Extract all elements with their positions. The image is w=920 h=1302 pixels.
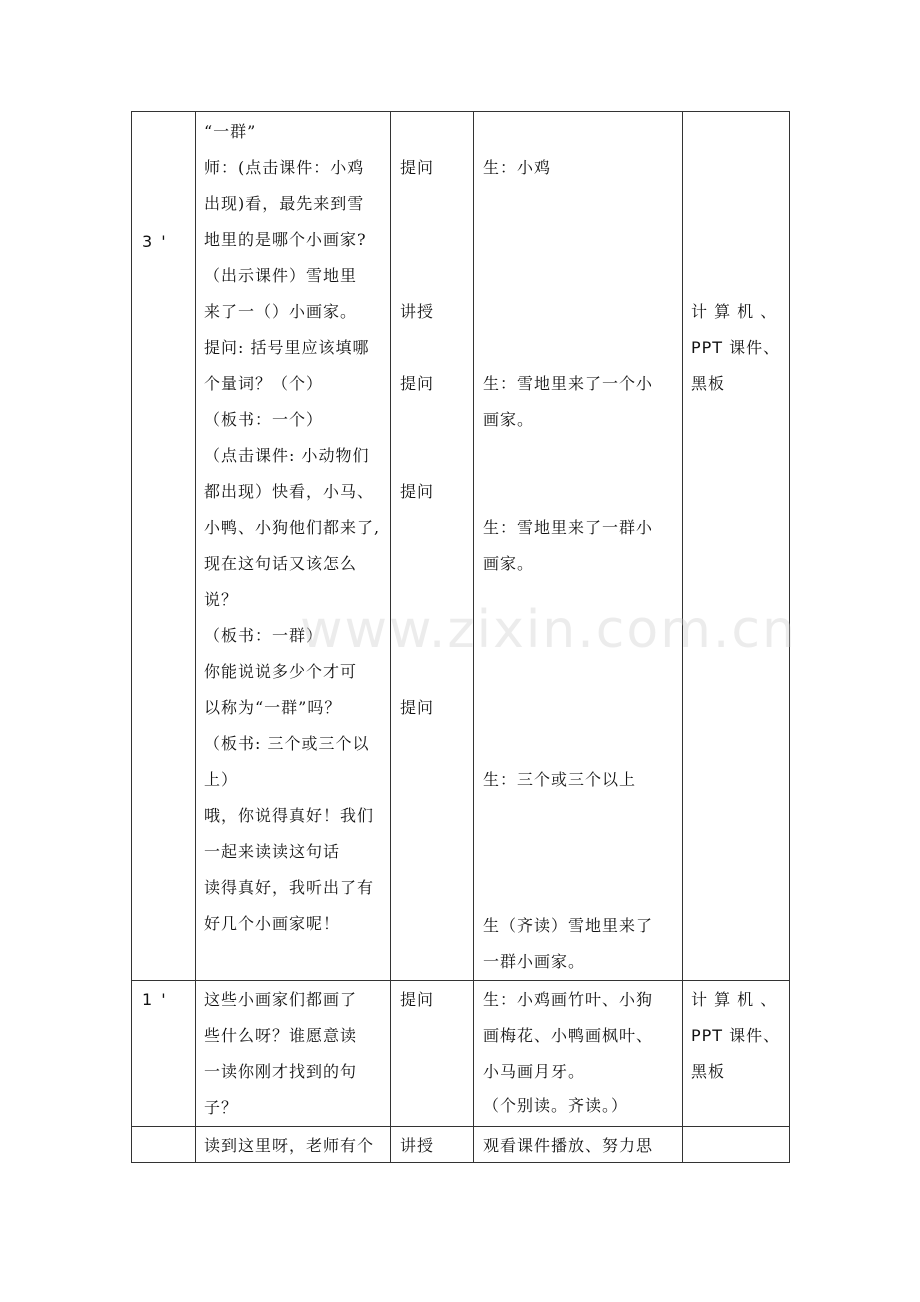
- content-line: 小鸭、小狗他们都来了,: [204, 518, 381, 537]
- student-line: 一群小画家。: [483, 952, 586, 971]
- equipment-line: 黑板: [691, 374, 726, 393]
- content-line: 提问: 括号里应该填哪: [204, 338, 370, 357]
- content-line: （点击课件: 小动物们: [204, 446, 370, 465]
- equipment-line: PPT 课件、: [691, 1026, 781, 1045]
- student-line: （个别读。齐读。）: [483, 1096, 629, 1115]
- content-line: 上）: [204, 770, 239, 789]
- student-line: 生（齐读）雪地里来了: [483, 916, 654, 935]
- method-cell: 提问: [400, 374, 435, 393]
- content-line: 读到这里呀，老师有个: [204, 1136, 375, 1155]
- row-divider: [132, 980, 789, 981]
- time-cell: 3 ': [142, 232, 168, 251]
- content-line: （出示课件）雪地里: [204, 266, 358, 285]
- content-line: 个量词？（个）: [204, 374, 324, 393]
- content-line: 哦，你说得真好！我们: [204, 806, 375, 825]
- method-cell: 讲授: [400, 1136, 435, 1155]
- content-line: 好几个小画家呢！: [204, 914, 341, 933]
- watermark: www.zixin.com.cn: [300, 600, 797, 660]
- content-line: 一读你刚才找到的句: [204, 1062, 358, 1081]
- content-line: 出现)看，最先来到雪: [204, 194, 365, 213]
- student-line: 画家。: [483, 554, 535, 573]
- student-line: 小马画月牙。: [483, 1062, 586, 1081]
- content-line: 一起来读读这句话: [204, 842, 341, 861]
- content-line: （板书：一群）: [204, 626, 324, 645]
- content-line: 些什么呀？谁愿意读: [204, 1026, 358, 1045]
- equipment-line: 计 算 机 、: [691, 302, 778, 321]
- content-line: 师：(点击课件：小鸡: [204, 158, 365, 177]
- content-line: （板书: 三个或三个以: [204, 734, 370, 753]
- student-line: 画梅花、小鸭画枫叶、: [483, 1026, 654, 1045]
- method-cell: 提问: [400, 698, 435, 717]
- student-line: 生：三个或三个以上: [483, 770, 637, 789]
- time-cell: 1 ': [142, 990, 168, 1009]
- content-line: 你能说说多少个才可: [204, 662, 358, 681]
- column-divider: [195, 112, 196, 1162]
- method-cell: 提问: [400, 158, 435, 177]
- student-line: 生：雪地里来了一个小: [483, 374, 654, 393]
- content-line: “一群”: [204, 122, 257, 141]
- content-line: 现在这句话又该怎么: [204, 554, 358, 573]
- equipment-line: PPT 课件、: [691, 338, 781, 357]
- row-divider: [132, 1126, 789, 1127]
- student-line: 生：小鸡: [483, 158, 552, 177]
- method-cell: 提问: [400, 482, 435, 501]
- student-line: 生：小鸡画竹叶、小狗: [483, 990, 654, 1009]
- content-line: 说？: [204, 590, 239, 609]
- content-line: 以称为“一群”吗？: [204, 698, 342, 717]
- equipment-line: 黑板: [691, 1062, 726, 1081]
- student-line: 生：雪地里来了一群小: [483, 518, 654, 537]
- content-line: 这些小画家们都画了: [204, 990, 358, 1009]
- method-cell: 提问: [400, 990, 435, 1009]
- content-line: 来了一（）小画家。: [204, 302, 358, 321]
- content-line: 子？: [204, 1098, 239, 1117]
- equipment-line: 计 算 机 、: [691, 990, 778, 1009]
- content-line: （板书：一个）: [204, 410, 324, 429]
- content-line: 地里的是哪个小画家?: [204, 230, 367, 249]
- student-line: 观看课件播放、努力思: [483, 1136, 654, 1155]
- content-line: 读得真好，我听出了有: [204, 878, 375, 897]
- method-cell: 讲授: [400, 302, 435, 321]
- content-line: 都出现）快看，小马、: [204, 482, 375, 501]
- student-line: 画家。: [483, 410, 535, 429]
